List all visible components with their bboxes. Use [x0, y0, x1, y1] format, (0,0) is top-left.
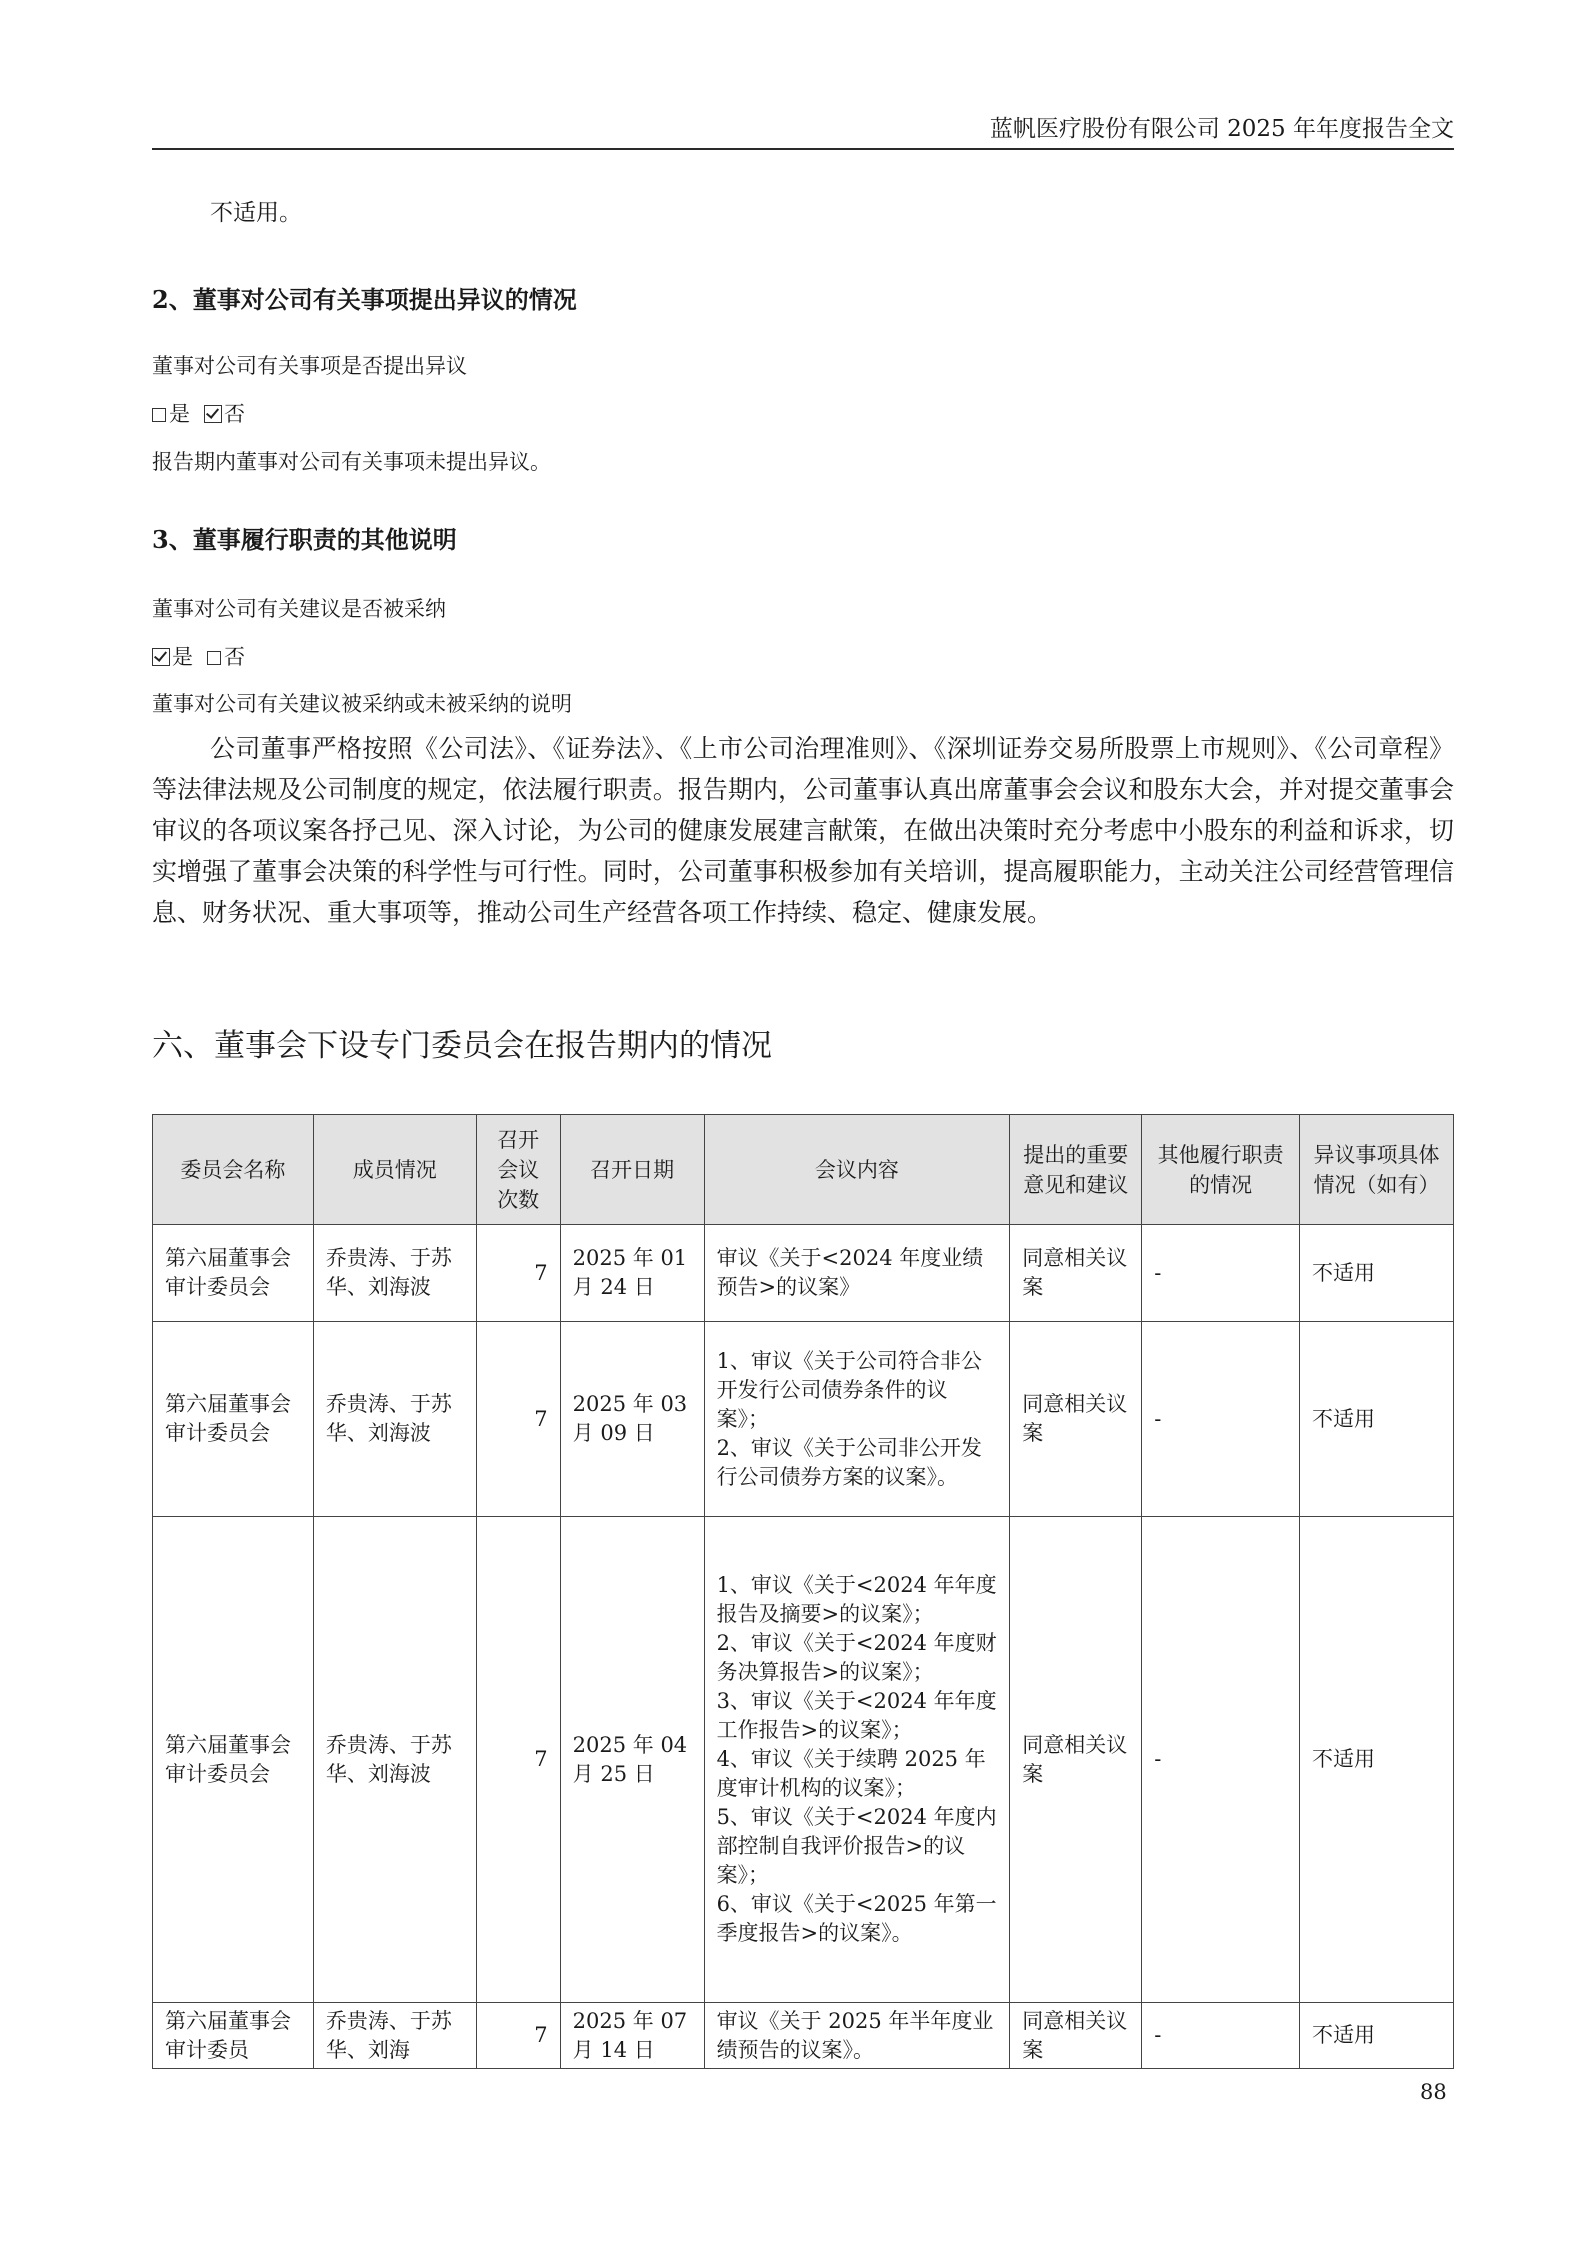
option-no-label: 否	[224, 402, 245, 426]
section-2-question: 董事对公司有关事项是否提出异议	[152, 354, 467, 378]
not-applicable-text: 不适用。	[210, 200, 302, 226]
cell-date: 2025 年 03 月 09 日	[560, 1322, 704, 1517]
section-3-paragraph: 公司董事严格按照《公司法》、《证券法》、《上市公司治理准则》、《深圳证券交易所股票上市规则》、《公司章程》等法律法规及公司制度的规定，依法履行职责。报告期内，公司董事认真出席董事会会议和股东大会，并对提交董事会审议的各项议案各抒己见、深入讨论，为公司的健康发展建言献策，在做出决策时充分考虑中小股东的利益和诉求，切实增强了董事会决策的科学性与可行性。同时，公司董事积极参加有关培训，提高履职能力，主动关注公司经营管理信息、财务状况、重大事项等，推动公司生产经营各项工作持续、稳定、健康发展。	[152, 734, 1454, 927]
cell-opinions: 同意相关议案	[1010, 2003, 1142, 2069]
cell-members: 乔贵涛、于苏华、刘海波	[313, 1322, 476, 1517]
cell-members: 乔贵涛、于苏华、刘海波	[313, 1225, 476, 1322]
cell-committee: 第六届董事会审计委员	[153, 2003, 314, 2069]
header-committee: 委员会名称	[153, 1115, 314, 1225]
cell-other-duties: -	[1142, 2003, 1300, 2069]
section-2-options	[152, 398, 245, 428]
cell-content: 1、审议《关于<2024 年年度报告及摘要>的议案》； 2、审议《关于<2024 年度财务决算报告>的议案》； 3、审议《关于<2024 年年度工作报告>的议案》； 4、审议《关于续聘 2025 年度审计机构的议案》； 5、审议《关于<2024 年度内部控制自我评价报告>的议案》； 6、审议《关于<2025 年第一季度报告>的议案》。	[704, 1517, 1010, 2003]
cell-content: 1、审议《关于公司符合非公开发行公司债券条件的议案》； 2、审议《关于公司非公开发行公司债券方案的议案》。	[704, 1322, 1010, 1517]
option-yes-label: 是	[169, 402, 190, 426]
table-row	[153, 1517, 1454, 2003]
cell-objections: 不适用	[1300, 1225, 1454, 1322]
section-3-options	[152, 641, 245, 671]
cell-opinions: 同意相关议案	[1010, 1322, 1142, 1517]
cell-objections: 不适用	[1300, 1517, 1454, 2003]
section-2-answer: 报告期内董事对公司有关事项未提出异议。	[152, 450, 551, 474]
cell-other-duties: -	[1142, 1225, 1300, 1322]
cell-date: 2025 年 07 月 14 日	[560, 2003, 704, 2069]
header-members: 成员情况	[313, 1115, 476, 1225]
cell-opinions: 同意相关议案	[1010, 1517, 1142, 2003]
header-date: 召开日期	[560, 1115, 704, 1225]
checked-box-icon	[152, 648, 170, 666]
header-opinions: 提出的重要意见和建议	[1010, 1115, 1142, 1225]
option-no-label: 否	[224, 645, 245, 669]
page-number: 88	[1420, 2080, 1447, 2104]
cell-members: 乔贵涛、于苏华、刘海波	[313, 1517, 476, 2003]
section-3-heading: 3、董事履行职责的其他说明	[152, 525, 457, 554]
cell-committee: 第六届董事会审计委员会	[153, 1517, 314, 2003]
cell-other-duties: -	[1142, 1517, 1300, 2003]
committee-table	[152, 1114, 1454, 2069]
cell-committee: 第六届董事会审计委员会	[153, 1322, 314, 1517]
cell-count: 7	[476, 2003, 560, 2069]
cell-count: 7	[476, 1322, 560, 1517]
cell-members: 乔贵涛、于苏华、刘海	[313, 2003, 476, 2069]
option-yes-label: 是	[172, 645, 193, 669]
table-row	[153, 2003, 1454, 2069]
cell-objections: 不适用	[1300, 2003, 1454, 2069]
cell-content: 审议《关于<2024 年度业绩预告>的议案》	[704, 1225, 1010, 1322]
table-row	[153, 1225, 1454, 1322]
cell-count: 7	[476, 1225, 560, 1322]
header-objections: 异议事项具体情况（如有）	[1300, 1115, 1454, 1225]
cell-other-duties: -	[1142, 1322, 1300, 1517]
unchecked-box-icon	[207, 651, 221, 665]
header-other-duties: 其他履行职责的情况	[1142, 1115, 1300, 1225]
report-title: 蓝帆医疗股份有限公司 2025 年年度报告全文	[989, 116, 1454, 142]
cell-committee: 第六届董事会审计委员会	[153, 1225, 314, 1322]
header-count: 召开会议次数	[476, 1115, 560, 1225]
header-content: 会议内容	[704, 1115, 1010, 1225]
page-header	[152, 108, 1454, 150]
section-2-heading: 2、董事对公司有关事项提出异议的情况	[152, 285, 577, 314]
cell-count: 7	[476, 1517, 560, 2003]
cell-objections: 不适用	[1300, 1322, 1454, 1517]
cell-date: 2025 年 04 月 25 日	[560, 1517, 704, 2003]
table-row	[153, 1322, 1454, 1517]
unchecked-box-icon	[152, 408, 166, 422]
cell-date: 2025 年 01 月 24 日	[560, 1225, 704, 1322]
section-6-heading: 六、董事会下设专门委员会在报告期内的情况	[152, 1028, 772, 1064]
table-header-row	[153, 1115, 1454, 1225]
cell-content: 审议《关于 2025 年半年度业绩预告的议案》。	[704, 2003, 1010, 2069]
section-3-question: 董事对公司有关建议是否被采纳	[152, 597, 446, 621]
section-3-note-label: 董事对公司有关建议被采纳或未被采纳的说明	[152, 692, 572, 716]
cell-opinions: 同意相关议案	[1010, 1225, 1142, 1322]
checked-box-icon	[204, 405, 222, 423]
